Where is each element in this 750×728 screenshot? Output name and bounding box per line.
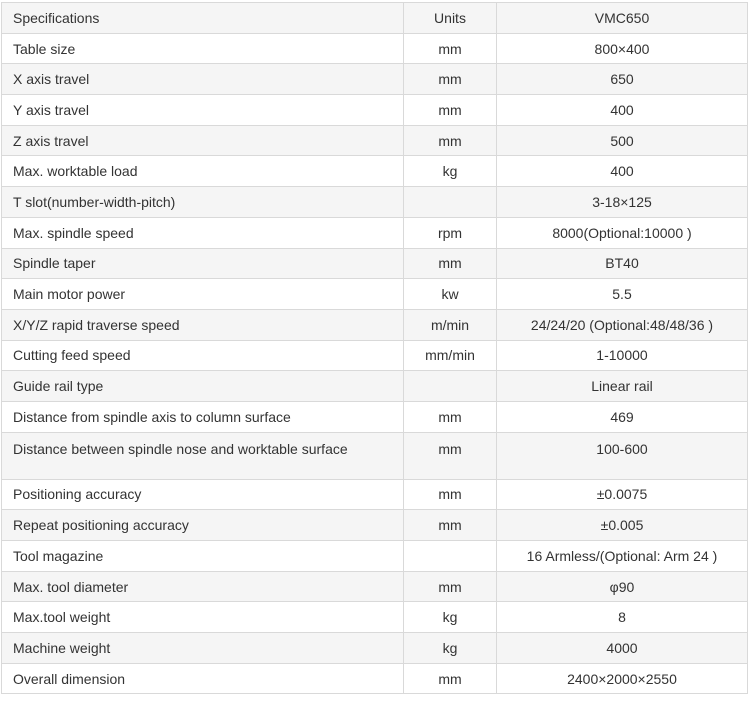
unit-cell: mm	[404, 432, 497, 479]
spec-cell: Distance from spindle axis to column surface	[2, 401, 404, 432]
header-units: Units	[404, 3, 497, 34]
table-row	[2, 479, 748, 510]
spec-cell: T slot(number-width-pitch)	[2, 187, 404, 218]
value-cell: φ90	[497, 571, 748, 602]
table-row	[2, 340, 748, 371]
table-row	[2, 125, 748, 156]
header-specifications: Specifications	[2, 3, 404, 34]
unit-cell: kg	[404, 156, 497, 187]
unit-cell: mm	[404, 663, 497, 694]
specifications-table-body	[2, 3, 748, 694]
spec-cell: Table size	[2, 33, 404, 64]
value-cell: ±0.0075	[497, 479, 748, 510]
table-row	[2, 401, 748, 432]
value-cell: 100-600	[497, 432, 748, 479]
value-cell: 3-18×125	[497, 187, 748, 218]
unit-cell	[404, 187, 497, 218]
unit-cell: mm	[404, 479, 497, 510]
value-cell: 5.5	[497, 279, 748, 310]
value-cell: Linear rail	[497, 371, 748, 402]
spec-cell: Z axis travel	[2, 125, 404, 156]
value-cell: 650	[497, 64, 748, 95]
spec-cell: Overall dimension	[2, 663, 404, 694]
table-row	[2, 571, 748, 602]
spec-cell: Main motor power	[2, 279, 404, 310]
table-row	[2, 217, 748, 248]
value-cell: 8000(Optional:10000 )	[497, 217, 748, 248]
spec-cell: Max.tool weight	[2, 602, 404, 633]
value-cell: ±0.005	[497, 510, 748, 541]
table-row	[2, 633, 748, 664]
unit-cell: mm	[404, 248, 497, 279]
table-row	[2, 156, 748, 187]
value-cell: 2400×2000×2550	[497, 663, 748, 694]
table-row	[2, 279, 748, 310]
unit-cell: kg	[404, 602, 497, 633]
value-cell: 500	[497, 125, 748, 156]
value-cell: 400	[497, 156, 748, 187]
header-model: VMC650	[497, 3, 748, 34]
value-cell: 800×400	[497, 33, 748, 64]
spec-cell: Cutting feed speed	[2, 340, 404, 371]
unit-cell: mm	[404, 571, 497, 602]
unit-cell: m/min	[404, 309, 497, 340]
unit-cell: mm	[404, 510, 497, 541]
table-row	[2, 541, 748, 572]
spec-cell: Y axis travel	[2, 95, 404, 126]
unit-cell: kg	[404, 633, 497, 664]
unit-cell	[404, 541, 497, 572]
spec-cell: Tool magazine	[2, 541, 404, 572]
spec-cell: Spindle taper	[2, 248, 404, 279]
table-row	[2, 432, 748, 479]
value-cell: 469	[497, 401, 748, 432]
table-row	[2, 510, 748, 541]
table-row	[2, 309, 748, 340]
value-cell: 4000	[497, 633, 748, 664]
unit-cell: mm	[404, 64, 497, 95]
spec-cell: Max. spindle speed	[2, 217, 404, 248]
spec-cell: Machine weight	[2, 633, 404, 664]
table-row	[2, 95, 748, 126]
spec-cell: Distance between spindle nose and worktable surface	[2, 432, 404, 479]
table-row	[2, 602, 748, 633]
table-row	[2, 248, 748, 279]
table-header-row	[2, 3, 748, 34]
spec-cell: Repeat positioning accuracy	[2, 510, 404, 541]
value-cell: BT40	[497, 248, 748, 279]
unit-cell: mm	[404, 33, 497, 64]
spec-cell: Max. tool diameter	[2, 571, 404, 602]
specifications-table	[1, 2, 748, 694]
value-cell: 1-10000	[497, 340, 748, 371]
table-row	[2, 663, 748, 694]
spec-cell: Max. worktable load	[2, 156, 404, 187]
value-cell: 16 Armless/(Optional: Arm 24 )	[497, 541, 748, 572]
unit-cell: rpm	[404, 217, 497, 248]
spec-cell: Positioning accuracy	[2, 479, 404, 510]
unit-cell: kw	[404, 279, 497, 310]
table-row	[2, 187, 748, 218]
value-cell: 400	[497, 95, 748, 126]
unit-cell: mm/min	[404, 340, 497, 371]
unit-cell: mm	[404, 125, 497, 156]
spec-cell: X axis travel	[2, 64, 404, 95]
spec-cell: Guide rail type	[2, 371, 404, 402]
unit-cell	[404, 371, 497, 402]
value-cell: 8	[497, 602, 748, 633]
unit-cell: mm	[404, 401, 497, 432]
table-row	[2, 33, 748, 64]
value-cell: 24/24/20 (Optional:48/48/36 )	[497, 309, 748, 340]
spec-cell: X/Y/Z rapid traverse speed	[2, 309, 404, 340]
table-row	[2, 371, 748, 402]
table-row	[2, 64, 748, 95]
unit-cell: mm	[404, 95, 497, 126]
